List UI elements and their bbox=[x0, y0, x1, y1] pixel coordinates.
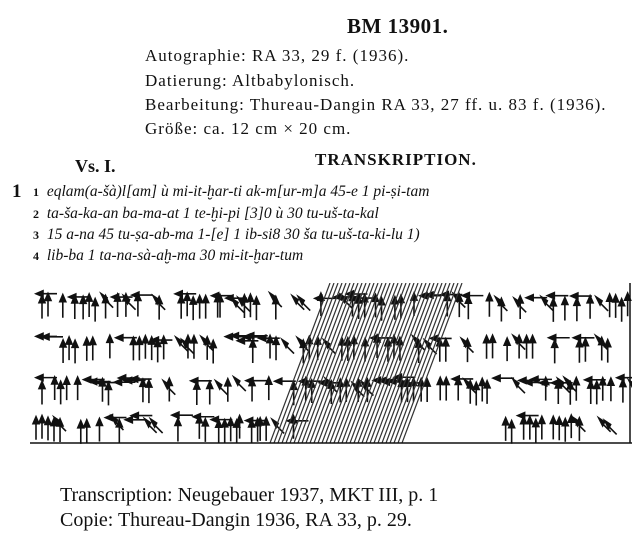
damage-hatch bbox=[354, 283, 414, 443]
cuneiform-wedge bbox=[175, 418, 181, 441]
damage-hatch bbox=[394, 283, 454, 443]
cuneiform-wedge bbox=[130, 337, 136, 360]
cuneiform-wedge bbox=[115, 294, 121, 317]
cuneiform-wedge bbox=[216, 420, 222, 443]
transcription-line bbox=[33, 205, 379, 223]
damage-hatch bbox=[330, 283, 390, 443]
cuneiform-wedge bbox=[161, 336, 167, 359]
line-text: ta-ša-ka-an ba-ma-at 1 te-ḫi-pi [3]0 ù 30 tu-uš-ta-kal bbox=[46, 205, 379, 222]
damage-hatch bbox=[282, 283, 342, 443]
cuneiform-wedge bbox=[607, 294, 613, 317]
cuneiform-wedge bbox=[172, 412, 193, 418]
cuneiform-wedge bbox=[66, 337, 72, 360]
cuneiform-wedge bbox=[562, 419, 568, 442]
cuneiform-wedge bbox=[524, 336, 530, 359]
cuneiform-wedge bbox=[484, 336, 490, 359]
cuneiform-wedge bbox=[504, 338, 510, 361]
cuneiform-wedge bbox=[60, 340, 66, 363]
cuneiform-wedge bbox=[203, 296, 209, 319]
cuneiform-wedge bbox=[135, 293, 141, 316]
cuneiform-wedge bbox=[80, 296, 86, 319]
cuneiform-wedge bbox=[574, 298, 580, 321]
cuneiform-wedge bbox=[550, 416, 556, 439]
cuneiform-wedge bbox=[155, 339, 161, 362]
cuneiform-wedge bbox=[273, 297, 279, 320]
cuneiform-wedge bbox=[521, 417, 527, 440]
cuneiform-wedge bbox=[136, 337, 142, 360]
cuneiform-wedge bbox=[462, 293, 483, 299]
damage-hatch bbox=[370, 283, 430, 443]
cuneiform-wedge bbox=[84, 420, 90, 443]
line-number: 3 bbox=[33, 228, 39, 242]
cuneiform-wedge bbox=[246, 378, 267, 384]
damage-hatch bbox=[358, 283, 418, 443]
cuneiform-wedge bbox=[39, 382, 45, 405]
cuneiform-wedge bbox=[498, 298, 504, 321]
damage-hatch bbox=[378, 283, 438, 443]
cuneiform-wedge bbox=[151, 419, 163, 433]
cuneiform-wedge bbox=[103, 296, 109, 319]
copy-source-caption: Copie: Thureau-Dangin 1936, RA 33, p. 29. bbox=[60, 509, 412, 531]
cuneiform-wedge bbox=[225, 379, 231, 402]
cuneiform-wedge bbox=[543, 378, 549, 401]
cuneiform-wedge bbox=[92, 299, 98, 322]
cuneiform-wedge bbox=[228, 418, 234, 441]
cuneiform-wedge bbox=[190, 297, 196, 320]
cuneiform-wedge bbox=[555, 381, 561, 404]
damage-hatch bbox=[382, 283, 442, 443]
cuneiform-wedge bbox=[39, 296, 45, 319]
cuneiform-wedge bbox=[273, 337, 279, 360]
damage-hatch bbox=[326, 283, 386, 443]
cuneiform-wedge bbox=[493, 375, 514, 381]
cuneiform-wedge bbox=[146, 380, 152, 403]
cuneiform-wedge bbox=[267, 336, 273, 359]
cuneiform-wedge bbox=[60, 295, 66, 318]
cuneiform-wedge bbox=[105, 382, 111, 405]
column-number: 1 bbox=[12, 181, 22, 202]
cuneiform-wedge bbox=[527, 417, 533, 440]
cuneiform-wedge bbox=[210, 341, 216, 364]
cuneiform-wedge bbox=[467, 381, 473, 404]
cuneiform-wedge bbox=[249, 379, 255, 402]
cuneiform-wedge bbox=[234, 377, 246, 391]
damage-hatch bbox=[306, 283, 366, 443]
cuneiform-wedge bbox=[249, 420, 255, 443]
cuneiform-wedge bbox=[518, 413, 539, 419]
bearbeitung-line: Bearbeitung: Thureau-Dangin RA 33, 27 ff. u. 83 f. (1936). bbox=[145, 95, 607, 114]
cuneiform-wedge bbox=[142, 336, 148, 359]
damage-hatch bbox=[318, 283, 378, 443]
cuneiform-wedge bbox=[599, 338, 605, 361]
cuneiform-wedge bbox=[465, 296, 471, 319]
cuneiform-wedge bbox=[582, 339, 588, 362]
cuneiform-wedge bbox=[72, 340, 78, 363]
cuneiform-wedge bbox=[247, 294, 253, 317]
line-number: 2 bbox=[33, 207, 39, 221]
cuneiform-wedge bbox=[156, 297, 162, 320]
cuneiform-wedge bbox=[132, 292, 153, 298]
cuneiform-wedge bbox=[45, 417, 51, 440]
cuneiform-wedge bbox=[266, 377, 272, 400]
cuneiform-wedge bbox=[550, 299, 556, 322]
cuneiform-wedge bbox=[549, 335, 570, 341]
transcription-line bbox=[33, 183, 429, 201]
cuneiform-wedge bbox=[197, 296, 203, 319]
cuneiform-wedge bbox=[39, 416, 45, 439]
damage-hatch bbox=[402, 283, 462, 443]
document-title: BM 13901. bbox=[347, 14, 449, 38]
damage-hatch bbox=[278, 283, 338, 443]
damage-hatch bbox=[390, 283, 450, 443]
cuneiform-wedge bbox=[456, 294, 462, 317]
damage-hatch bbox=[374, 283, 434, 443]
cuneiform-wedge bbox=[455, 377, 461, 400]
cuneiform-wedge bbox=[594, 381, 600, 404]
cuneiform-wedge bbox=[443, 378, 449, 401]
transcription-source-caption: Transcription: Neugebauer 1937, MKT III, p. 1 bbox=[60, 484, 439, 506]
cuneiform-wedge bbox=[608, 378, 614, 401]
cuneiform-tablet-drawing bbox=[30, 283, 632, 463]
cuneiform-wedge bbox=[539, 416, 545, 439]
cuneiform-wedge bbox=[282, 340, 294, 354]
damage-hatch bbox=[398, 283, 458, 443]
transcription-line bbox=[33, 247, 303, 265]
cuneiform-wedge bbox=[490, 335, 496, 358]
cuneiform-wedge bbox=[437, 377, 443, 400]
cuneiform-wedge bbox=[576, 340, 582, 363]
cuneiform-wedge bbox=[533, 420, 539, 443]
cuneiform-wedge bbox=[587, 296, 593, 319]
transcription-heading: TRANSKRIPTION. bbox=[315, 150, 477, 169]
autographie-line: Autographie: RA 33, 29 f. (1936). bbox=[145, 46, 410, 65]
cuneiform-wedge bbox=[222, 420, 228, 443]
line-text: eqlam(a-šà)l[am] ù mi-it-ḫar-ti ak-m[ur-m]a 45-e 1 pi-ṣi-tam bbox=[46, 183, 430, 200]
damage-hatch bbox=[270, 283, 330, 443]
damage-hatch bbox=[302, 283, 362, 443]
cuneiform-wedge bbox=[99, 379, 105, 402]
cuneiform-wedge bbox=[194, 382, 200, 405]
groesse-line: Größe: ca. 12 cm × 20 cm. bbox=[145, 119, 352, 138]
damage-hatch bbox=[274, 283, 334, 443]
cuneiform-wedge bbox=[464, 339, 470, 362]
cuneiform-wedge bbox=[204, 337, 210, 360]
damage-hatch bbox=[314, 283, 374, 443]
line-number: 1 bbox=[33, 185, 39, 199]
cuneiform-wedge bbox=[75, 377, 81, 400]
cuneiform-wedge bbox=[250, 340, 256, 363]
damage-hatch bbox=[362, 283, 422, 443]
cuneiform-wedge bbox=[556, 417, 562, 440]
cuneiform-wedge bbox=[191, 336, 197, 359]
line-text: lib-ba 1 ta-na-sà-aḫ-ma 30 mi-it-ḫar-tum bbox=[46, 247, 304, 264]
cuneiform-wedge bbox=[57, 419, 63, 442]
cuneiform-wedge bbox=[620, 380, 626, 403]
damage-hatch bbox=[310, 283, 370, 443]
cuneiform-wedge bbox=[116, 420, 122, 443]
cuneiform-wedge bbox=[484, 381, 490, 404]
cuneiform-wedge bbox=[443, 339, 449, 362]
line-text: 15 a-na 45 tu-ṣa-ab-ma 1-[e] 1 ib-si8 30 ša tu-uš-ta-ki-lu 1) bbox=[46, 226, 420, 243]
cuneiform-wedge bbox=[72, 296, 78, 319]
damage-hatch bbox=[290, 283, 350, 443]
line-number: 4 bbox=[33, 249, 39, 263]
cuneiform-wedge bbox=[140, 379, 146, 402]
cuneiform-wedge bbox=[196, 416, 202, 439]
cuneiform-wedge bbox=[234, 420, 240, 443]
cuneiform-wedge bbox=[486, 294, 492, 317]
damage-hatch bbox=[338, 283, 398, 443]
cuneiform-wedge bbox=[42, 334, 63, 340]
cuneiform-wedge bbox=[596, 297, 608, 311]
cuneiform-wedge bbox=[107, 335, 113, 358]
cuneiform-wedge bbox=[600, 378, 606, 401]
cuneiform-wedge bbox=[605, 340, 611, 363]
cuneiform-wedge bbox=[298, 297, 310, 311]
cuneiform-wedge bbox=[552, 340, 558, 363]
cuneiform-wedge bbox=[576, 418, 582, 441]
cuneiform-wedge bbox=[45, 293, 51, 316]
cuneiform-wedge bbox=[253, 297, 259, 320]
datierung-line: Datierung: Altbabylonisch. bbox=[145, 71, 356, 90]
cuneiform-wedge bbox=[530, 336, 536, 359]
cuneiform-wedge bbox=[78, 421, 84, 444]
cuneiform-wedge bbox=[562, 298, 568, 321]
cuneiform-wedge bbox=[149, 337, 155, 360]
cuneiform-wedge bbox=[516, 335, 522, 358]
cuneiform-wedge bbox=[33, 417, 39, 440]
cuneiform-wedge bbox=[573, 335, 594, 341]
cuneiform-wedge bbox=[503, 418, 509, 441]
cuneiform-wedge bbox=[588, 381, 594, 404]
cuneiform-wedge bbox=[619, 299, 625, 322]
cuneiform-wedge bbox=[263, 418, 269, 441]
cuneiform-wedge bbox=[84, 338, 90, 361]
transcription-line bbox=[33, 226, 420, 244]
cuneiform-wedge bbox=[207, 381, 213, 404]
cuneiform-wedge bbox=[123, 294, 129, 317]
cuneiform-wedge bbox=[96, 418, 102, 441]
cuneiform-wedge bbox=[202, 419, 208, 442]
side-label: Vs. I. bbox=[75, 156, 116, 176]
cuneiform-wedge bbox=[178, 296, 184, 319]
cuneiform-wedge bbox=[90, 337, 96, 360]
cuneiform-wedge bbox=[86, 294, 92, 317]
cuneiform-wedge bbox=[509, 421, 515, 444]
damage-hatch bbox=[286, 283, 346, 443]
